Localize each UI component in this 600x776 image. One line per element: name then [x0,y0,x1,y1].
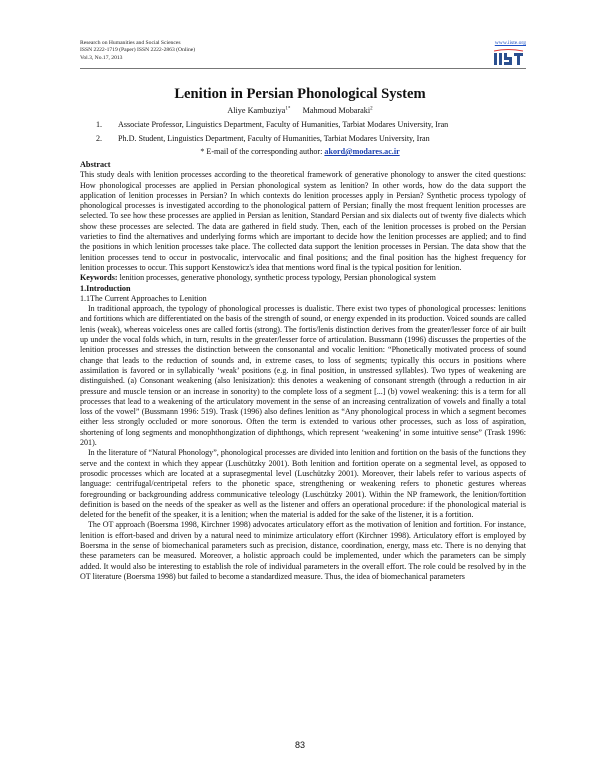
affiliation-1-number: 1. [96,120,103,129]
author-1-name: Aliye Kambuziya [227,106,286,115]
paragraph-2: In the literature of “Natural Phonology”, phonological processes are divided into lenition and fortition on the basis of the functions they serve and the context in which they appear (Luschützky 2001). Both lenition and fortition operate on a segmental level, as opposed to prosodic processes which are located at a suprasegmental level (Luschützky 2001). Moreover, their labels refer to various aspects of language: centrifugal/centripetal refers to the phonetic space, strengthening or weakening refers to phonetic gestures whereas foregrounding or backgrounding address communicative teleology (Luschützky 2001). Within the NP framework, the lenition/fortition definition is based on the needs of the speaker as well as the listener and offers an operational procedure: if the phonological material is deleted for the benefit of the speaker, it is a lenition; when the material is added for the sake of the listener, it is a fortition. [80,448,526,520]
keywords-label: Keywords: [80,273,118,283]
iiste-logo [490,49,526,69]
page-number: 83 [294,740,305,750]
subsection-heading: 1.1The Current Approaches to Lenition [80,293,207,303]
paper-body [80,160,526,582]
author-line [0,106,600,115]
header-rule [80,68,526,69]
author-2-name: Mahmoud Mobaraki [302,106,371,115]
keywords-text: lenition processes, generative phonology, synthetic process typology, Persian phonological system [119,273,436,283]
keywords-line [80,273,526,283]
abstract-heading: Abstract [80,160,111,169]
author-2-mark: 2 [370,106,373,112]
paper-title: Lenition in Persian Phonological System [174,86,426,102]
journal-name: Research on Humanities and Social Sciences [80,40,181,46]
affiliation-1 [96,120,448,129]
abstract-text: This study deals with lenition processes according to the theoretical framework of generative phonology to answer the cited questions: How phonological processes are applied in Persian phonological system as lenition? In other words, how do the data support the application of lenition processes in Persian? In which contexts do lenition processes apply in Persian? Synthetic process typology of phonological processes is investigated according to the phonological pattern of Persian; finally the most frequent lenition processes are selected. To see how these processes are applied in Persian as lenition, Standard Persian and six dialects out of twenty five dialects which show these processes are selected. The data are gathered in field study. Then, each of the lenition processes is probed on the Persian varieties to find the alternatives and underlying forms which are important to decide how the lenition processes are applied; and to find the positions in which lenition processes take place. The collected data support the lenition processes in Persian. The data show that the lenition processes tend to occur in postvocalic, intervocalic and final positions; and the final position has the highest frequency for lenition processes to occur. This support Kenstowicz's idea that mentions word final is the typical position for lenition. [80,170,526,272]
paragraph-3: The OT approach (Boersma 1998, Kirchner 1998) advocates articulatory effort as the motivation of lenition and fortition. For instance, lenition is effort-based and driven by a natural need to minimize articulatory effort (Kirchner 1998). Articulatory effort is employed by Boersma in the sense of biomechanical parameters such as precision, distance, coordination, energy, mass etc. There is no denying that these parameters can be measured. Moreover, a holistic approach could be implemented, under which the parameters can be simply added. It would also be interesting to establish the role of individual parameters in the overall effort. The role could be resolved by in the OT literature (Boersma 1998) but failed to become a standardized measure. Thus, the idea of biomechanical parameters [80,520,526,581]
affiliation-1-text: Associate Professor, Linguistics Department, Faculty of Humanities, Tarbiat Modares University, Iran [118,120,449,129]
email-prefix: * E-mail of the corresponding author: [200,147,323,156]
author-email-link[interactable]: akord@modares.ac.ir [324,147,400,156]
publisher-url-link[interactable]: www.iiste.org [494,40,526,46]
author-1-mark: 1* [285,106,291,112]
section-heading: 1.Introduction [80,283,131,293]
affiliation-2 [96,134,430,143]
affiliation-2-text: Ph.D. Student, Linguistics Department, Faculty of Humanities, Tarbiat Modares University, Iran [118,134,430,143]
journal-issn: ISSN 2222-1719 (Paper) ISSN 2222-2863 (Online) [80,47,196,54]
journal-volume: Vol.3, No.17, 2013 [80,54,123,61]
paragraph-1: In traditional approach, the typology of phonological processes is dualistic. There exist two types of phonological processes: lenitions and fortitions which are differentiated on the basis of the strength of sound, or energy expended in its production. Voiced sounds are called lenis (weak), whereas voiceless ones are called fortis (strong). The fortis/lenis distinction derives from the greater/lesser force of air built up under the vocal folds which, in turn, results in the greater/lesser force of articulation. Bussmann (1996) discusses the properties of the lenition processes and stresses the distinction between the consonantal and vocalic lenition: “Phonetically motivated process of sound change that leads to the reduction of sounds and, in extreme cases, to loss of segments; typically this occurs in positions where assimilation is favored or in syllabically ‘weak’ positions (e.g. in final position, in unstressed syllables). Two types of weakening are distinguished. (a) Consonant weakening (also lenisization): this denotes a weakening of consonant strength (through a reduction in air pressure and muscle tension or an increase in sonority) to the complete loss of a segment [...] (b) vowel weakening: this is a term for all processes that lead to a weakening of the articulatory movement in the sense of an increasing centralization of vowels and finally a total loss of the vowel” (Bussmann 1996: 519). Trask (1996) also defines lenition as “Any phonological process in which a segment becomes either less strongly occluded or more sonorous. Often the term is extended to various other processes, such as loss of aspiration, shortening of long segments and monophthongization of diphthongs, which represent ‘weakening’ in some intuitive sense” (Trask 1996: 201). [80,304,526,448]
corresponding-author-line [0,147,600,156]
journal-header [80,40,195,62]
affiliation-2-number: 2. [96,134,103,143]
